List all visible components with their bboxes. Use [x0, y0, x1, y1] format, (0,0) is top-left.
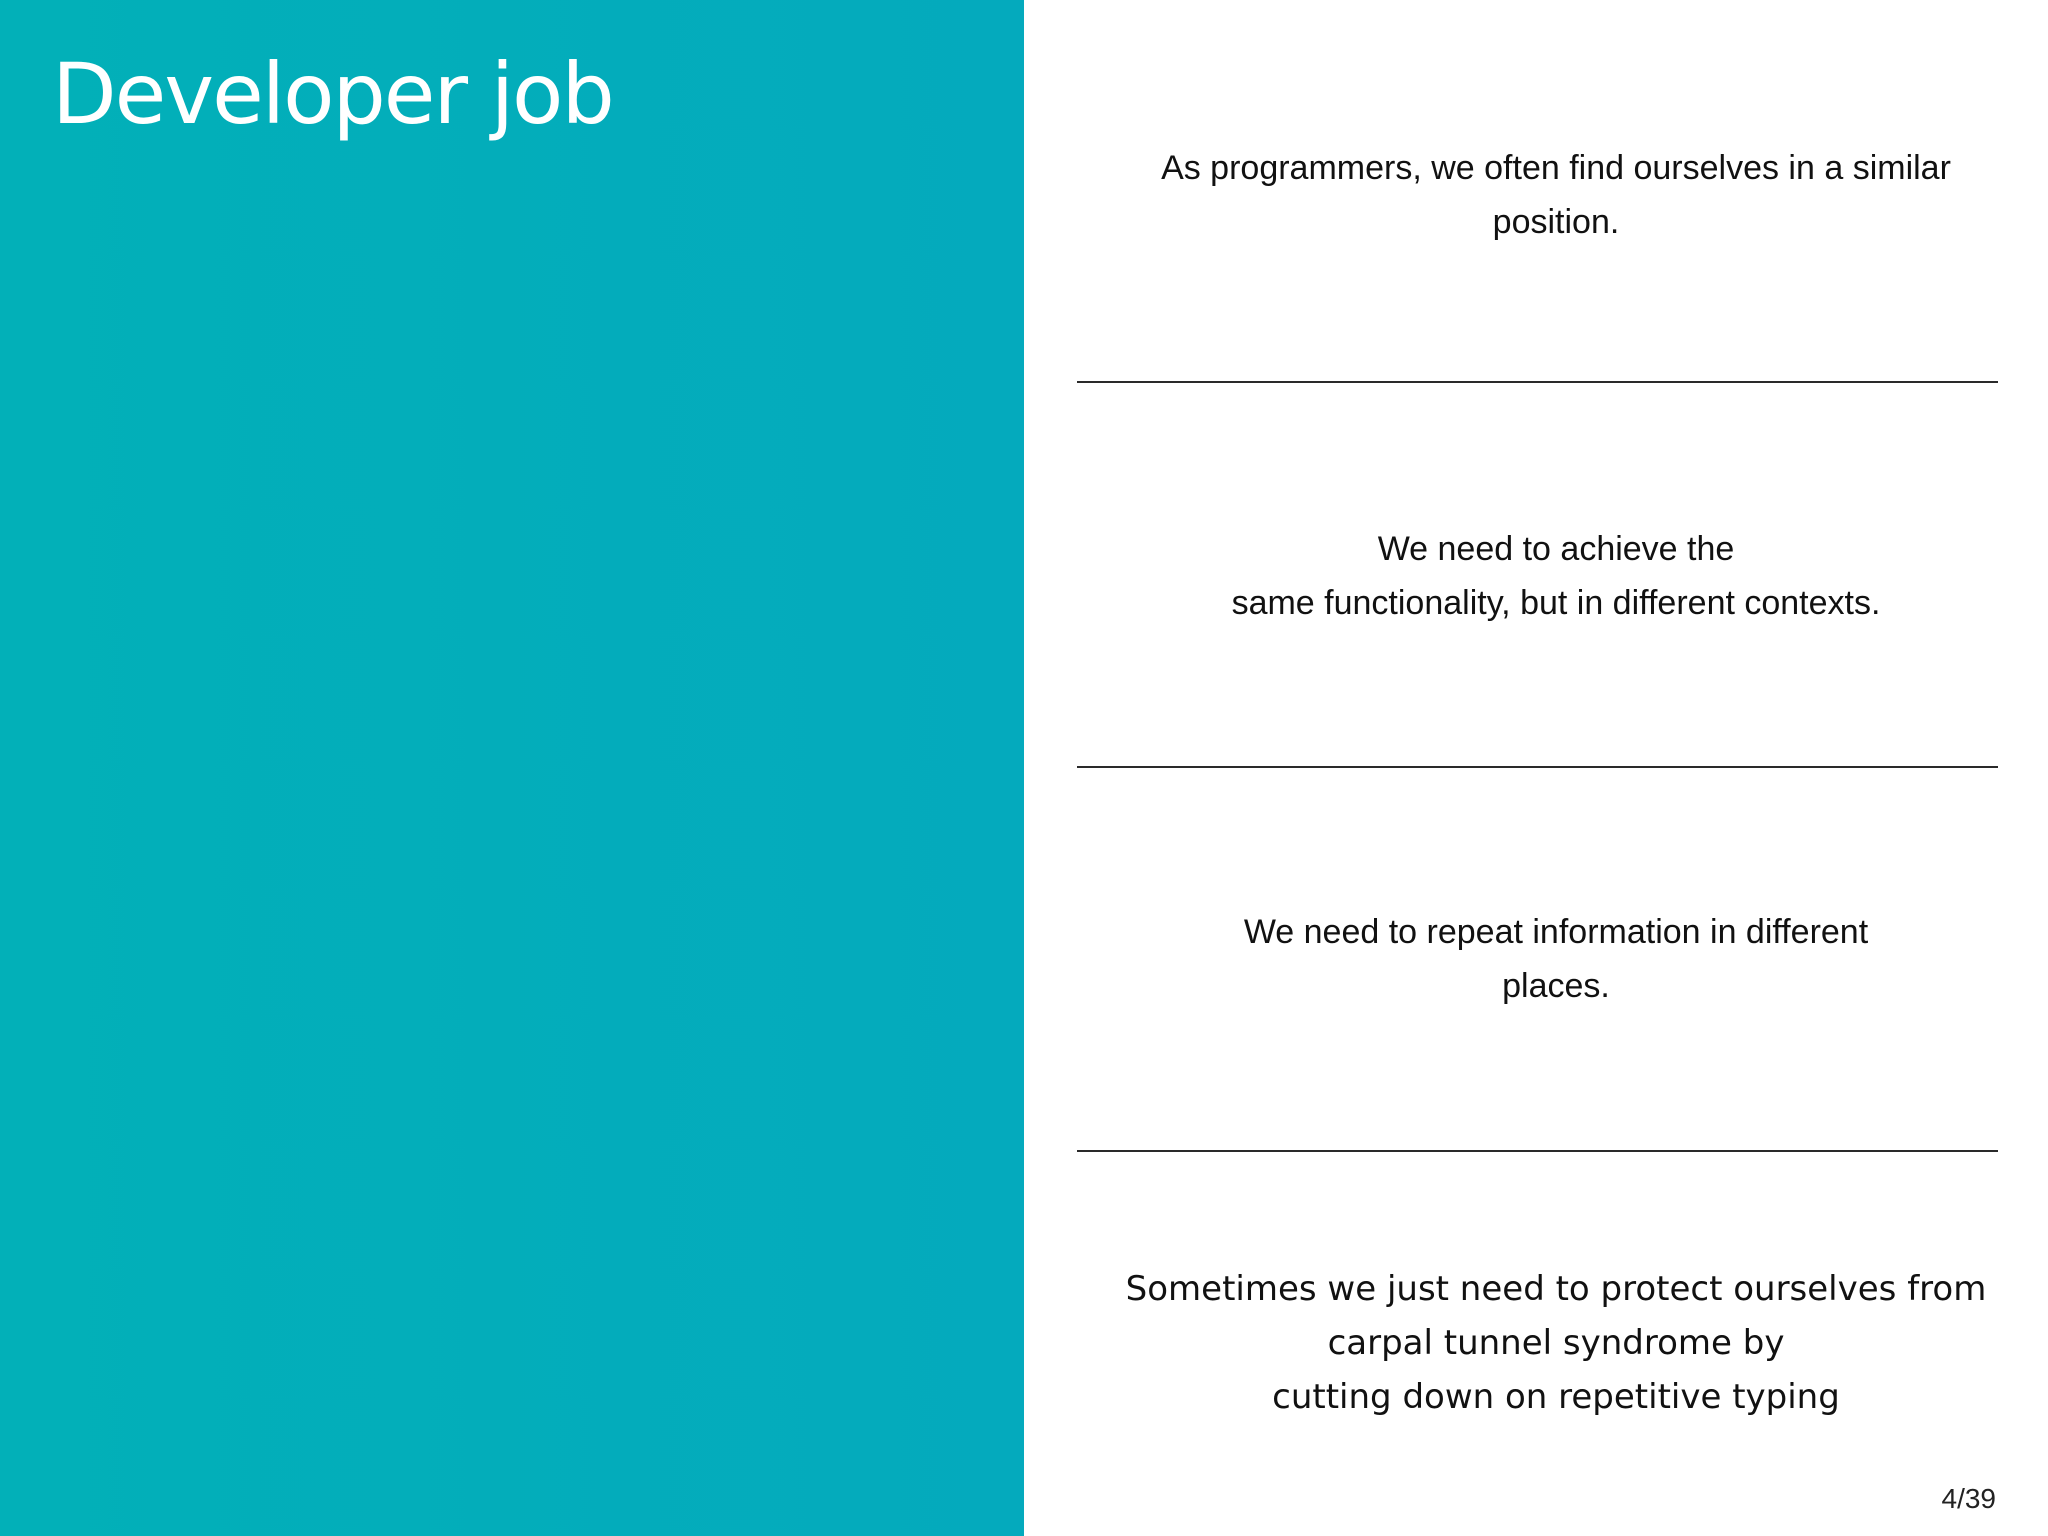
section-divider [1077, 766, 1998, 768]
text-line: places. [1502, 967, 1610, 1005]
section-divider [1077, 1150, 1998, 1152]
text-block-functionality [1100, 522, 2012, 630]
text-line: same functionality, but in different contexts. [1231, 584, 1881, 622]
text-block-carpal-tunnel [1100, 1262, 2012, 1424]
text-line: cutting down on repetitive typing [1272, 1377, 1840, 1417]
text-block-programmers [1100, 141, 2012, 249]
section-divider [1077, 381, 1998, 383]
text-line: carpal tunnel syndrome by [1327, 1323, 1785, 1363]
text-line: As programmers, we often find ourselves in a similar [1161, 149, 1951, 187]
text-line: Sometimes we just need to protect ourselves from [1125, 1269, 1987, 1309]
slide-title: Developer job [52, 45, 613, 143]
text-line: position. [1492, 203, 1620, 241]
page-number: 4/39 [1941, 1483, 1996, 1514]
text-line: We need to achieve the [1377, 530, 1735, 568]
text-block-repeat-information [1100, 905, 2012, 1013]
text-line: We need to repeat information in different [1243, 913, 1869, 951]
